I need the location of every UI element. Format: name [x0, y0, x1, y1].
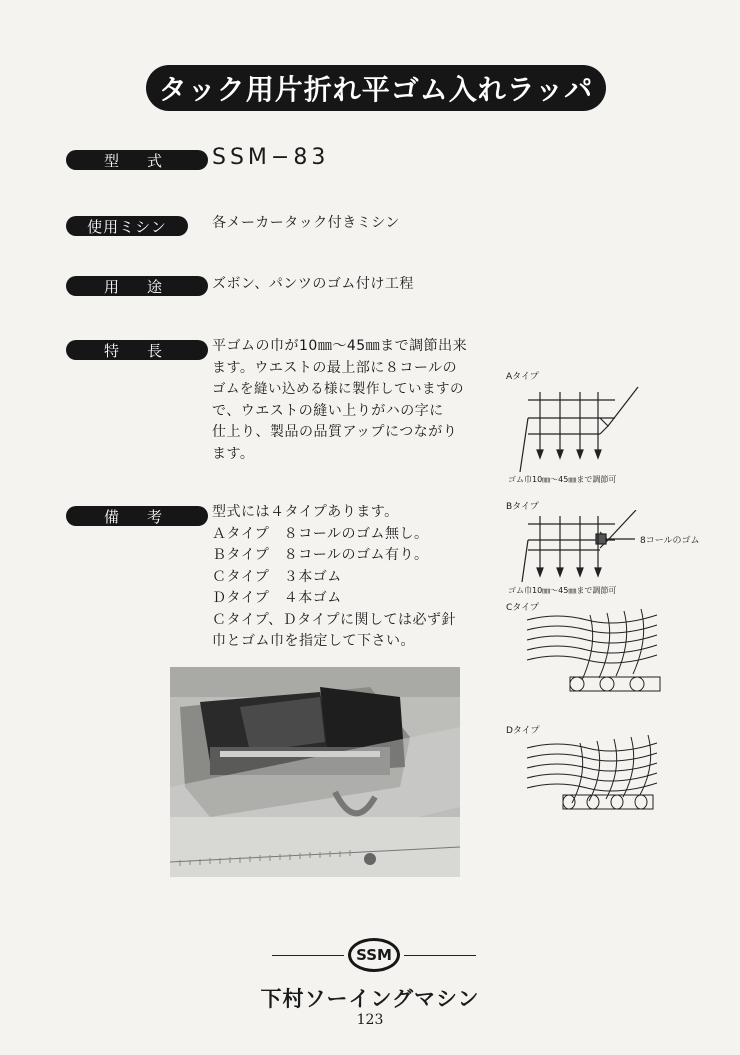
remarks-line: 型式には４タイプあります。 [212, 504, 399, 520]
ssm-logo: SSM [348, 938, 400, 972]
diagram-b-label: Bタイプ [506, 502, 539, 512]
features-line: で、ウエストの縫い上りがハの字に [212, 402, 444, 419]
remarks-line: Ｂタイプ ８コールのゴム有り。 [212, 547, 429, 563]
remarks-label: 備考 [66, 506, 208, 526]
footer-rule-right [404, 955, 476, 956]
features-line: ゴムを縫い込める様に製作していますの [212, 381, 464, 397]
page-number: 123 [356, 1012, 384, 1028]
remarks-text [212, 502, 497, 653]
footer-rule-left [272, 955, 344, 956]
features-line: 平ゴムの巾が10㎜〜45㎜まで調節出来 [212, 338, 468, 354]
diagram-a-label: Aタイプ [506, 372, 539, 382]
diagram-a-note: ゴム巾10㎜〜45㎜まで調節可 [508, 475, 617, 484]
remarks-line: Ｄタイプ ４本ゴム [212, 590, 342, 606]
use-value: ズボン、パンツのゴム付け工程 [212, 276, 414, 292]
features-line: ます。ウエストの最上部に８コールの [212, 359, 458, 376]
product-photo [170, 667, 460, 877]
diagram-a [500, 382, 650, 472]
use-label: 用途 [66, 276, 208, 296]
diagram-c [525, 605, 665, 695]
model-value: SSM−83 [212, 145, 330, 170]
remarks-line: Ｃタイプ、Ｄタイプに関しては必ず針 [212, 611, 456, 628]
features-line: 仕上り、製品の品質アップにつながり [212, 424, 458, 440]
features-label: 特長 [66, 340, 208, 360]
remarks-line: 巾とゴム巾を指定して下さい。 [212, 633, 415, 649]
features-text [212, 336, 497, 465]
diagram-b-note: ゴム巾10㎜〜45㎜まで調節可 [508, 586, 617, 595]
page-title: タック用片折れ平ゴム入れラッパ [146, 65, 606, 111]
diagram-b-callout: 8コールのゴム [640, 536, 700, 546]
machine-label: 使用ミシン [66, 216, 188, 236]
model-label: 型式 [66, 150, 208, 170]
diagram-b [500, 510, 650, 585]
diagram-c-label: Cタイプ [506, 603, 539, 613]
remarks-line: Ｃタイプ ３本ゴム [212, 568, 342, 585]
remarks-line: Ａタイプ ８コールのゴム無し。 [212, 525, 429, 542]
company-name: 下村ソーイングマシン [260, 987, 480, 1011]
diagram-d-label: Dタイプ [506, 726, 540, 736]
features-line: ます。 [212, 445, 255, 462]
diagram-d [525, 733, 665, 818]
machine-value: 各メーカータック付きミシン [212, 215, 400, 231]
